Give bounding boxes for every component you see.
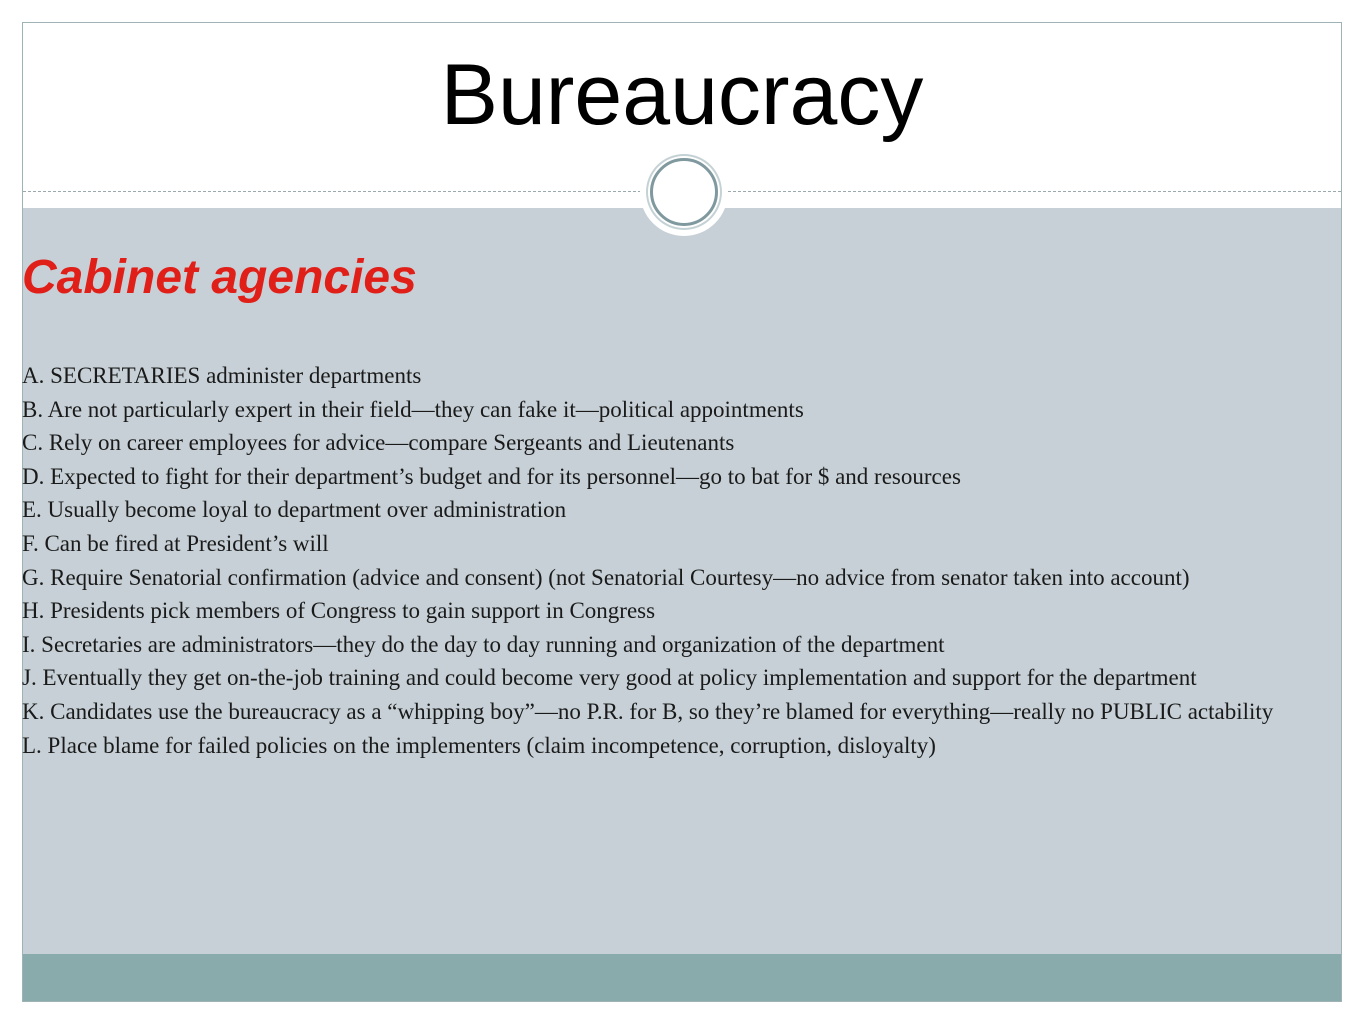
list-item: K. Candidates use the bureaucracy as a “whipping boy”—no P.R. for B, so they’re blamed for everything—really no PUBLIC actability	[22, 698, 1274, 724]
list-item: H. Presidents pick members of Congress to gain support in Congress	[22, 598, 656, 624]
list-item: I. Secretaries are administrators—they do the day to day running and organization of the department	[22, 631, 945, 657]
slide-title: Bureaucracy	[440, 47, 924, 143]
slide-subtitle: Cabinet agencies	[22, 251, 417, 304]
list-item: L. Place blame for failed policies on the implementers (claim incompetence, corruption, disloyalty)	[22, 732, 936, 758]
list-item: B. Are not particularly expert in their field—they can fake it—political appointments	[22, 396, 804, 422]
list-item: F. Can be fired at President’s will	[22, 530, 329, 556]
medallion-ring	[650, 158, 718, 226]
list-item: C. Rely on career employees for advice—compare Sergeants and Lieutenants	[22, 430, 735, 456]
bullet-list	[22, 359, 1296, 762]
list-item: J. Eventually they get on-the-job training and could become very good at policy implementation and support for the department	[22, 665, 1197, 691]
list-item: E. Usually become loyal to department over administration	[22, 497, 567, 523]
footer-band	[23, 954, 1341, 1001]
list-item: D. Expected to fight for their department’s budget and for its personnel—go to bat for $ and resources	[22, 463, 961, 489]
circle-ornament-icon	[640, 148, 728, 236]
list-item: G. Require Senatorial confirmation (advice and consent) (not Senatorial Courtesy—no advice from senator taken into account)	[22, 564, 1190, 590]
list-item: A. SECRETARIES administer departments	[22, 363, 422, 388]
